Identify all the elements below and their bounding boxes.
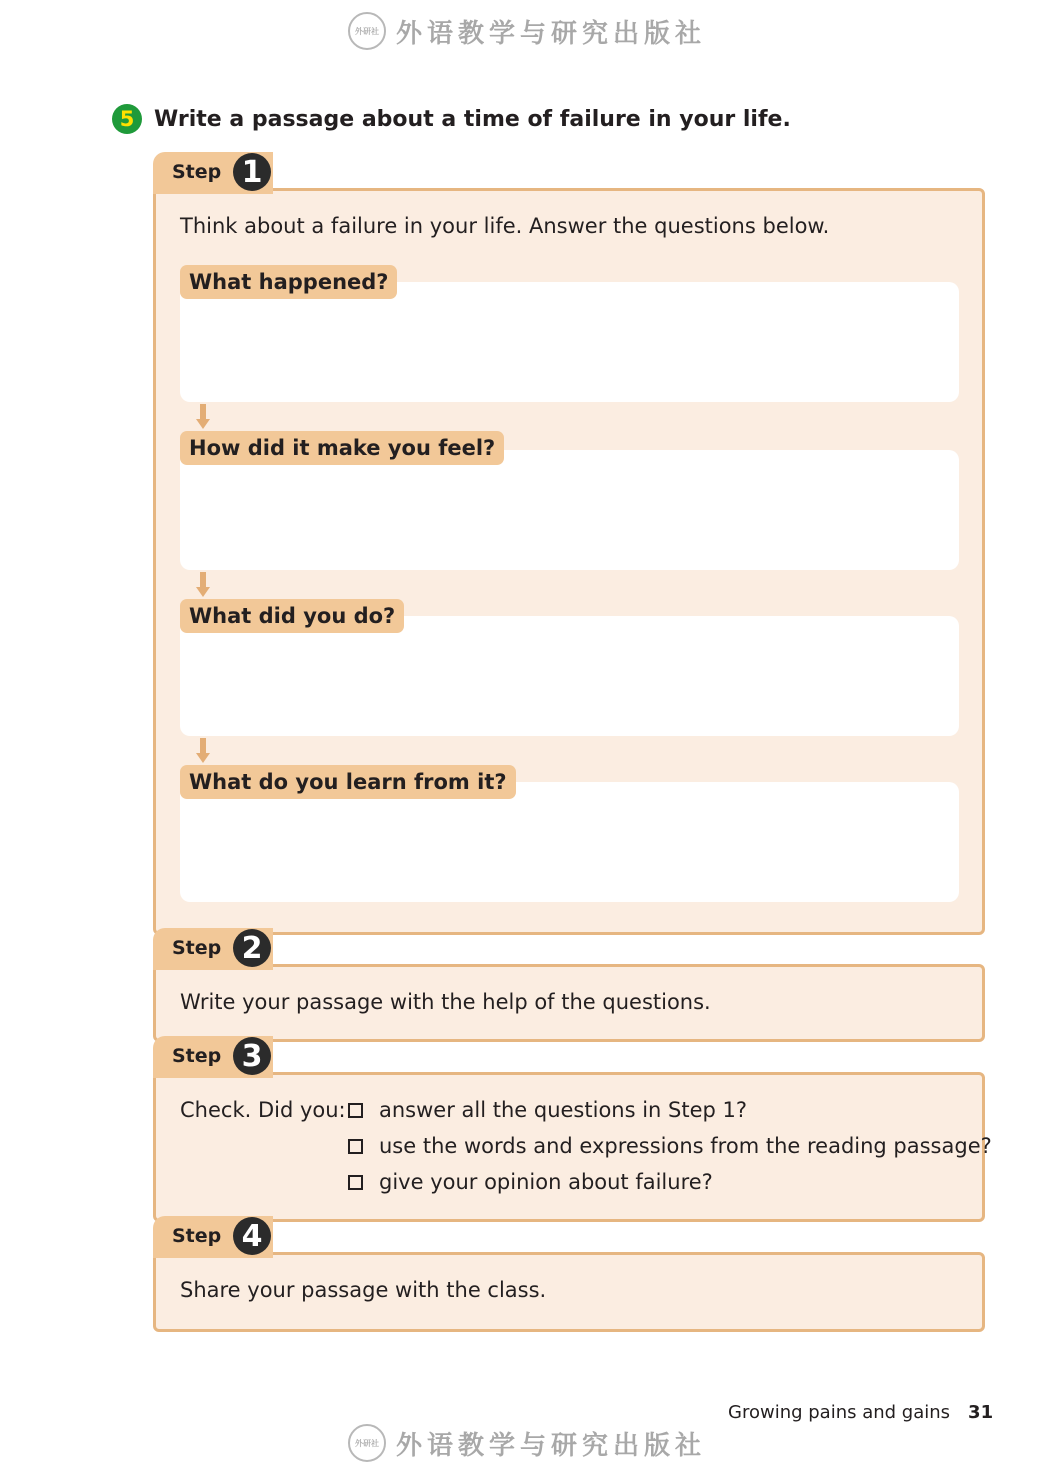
step-number-badge: 3 (233, 1037, 271, 1075)
checklist-text: answer all the questions in Step 1? (379, 1098, 748, 1122)
step-4-tab (153, 1216, 273, 1258)
publisher-name: 外语教学与研究出版社 (396, 1430, 707, 1461)
checklist-item (348, 1134, 992, 1158)
step-4-instruction: Share your passage with the class. (180, 1278, 547, 1302)
unit-title: Growing pains and gains (728, 1402, 951, 1423)
step-1-tab (153, 152, 273, 194)
answer-box-feel[interactable] (180, 450, 959, 570)
task-number-badge: 5 (112, 104, 142, 134)
step-number-badge: 1 (233, 153, 271, 191)
answer-box-what-happened[interactable] (180, 282, 959, 402)
checklist-item (348, 1098, 747, 1122)
question-label: What did you do? (180, 599, 404, 633)
step-1-instruction: Think about a failure in your life. Answer the questions below. (180, 214, 830, 238)
step-3-tab (153, 1036, 273, 1078)
publisher-seal-icon: 外研社 (348, 1424, 386, 1462)
step-3-lead: Check. Did you: (180, 1098, 346, 1122)
checklist-text: give your opinion about failure? (379, 1170, 713, 1194)
page-footer (728, 1402, 993, 1423)
step-label: Step (172, 1045, 222, 1067)
publisher-watermark-top (348, 12, 706, 50)
question-label: What happened? (180, 265, 397, 299)
answer-box-learn[interactable] (180, 782, 959, 902)
question-label: What do you learn from it? (180, 765, 516, 799)
page-number: 31 (968, 1402, 994, 1423)
publisher-name: 外语教学与研究出版社 (396, 18, 707, 49)
step-number-badge: 2 (233, 929, 271, 967)
checklist-item (348, 1170, 713, 1194)
task-heading (112, 104, 791, 134)
step-2-tab (153, 928, 273, 970)
step-2-instruction: Write your passage with the help of the questions. (180, 990, 711, 1014)
step-label: Step (172, 161, 222, 183)
checkbox[interactable] (348, 1103, 363, 1118)
task-title: Write a passage about a time of failure in your life. (154, 106, 791, 132)
step-label: Step (172, 937, 222, 959)
question-label: How did it make you feel? (180, 431, 504, 465)
checkbox[interactable] (348, 1139, 363, 1154)
step-label: Step (172, 1225, 222, 1247)
answer-box-what-did-you-do[interactable] (180, 616, 959, 736)
publisher-watermark-bottom (348, 1424, 706, 1462)
checkbox[interactable] (348, 1175, 363, 1190)
step-number-badge: 4 (233, 1217, 271, 1255)
publisher-seal-icon: 外研社 (348, 12, 386, 50)
checklist-text: use the words and expressions from the reading passage? (379, 1134, 992, 1158)
